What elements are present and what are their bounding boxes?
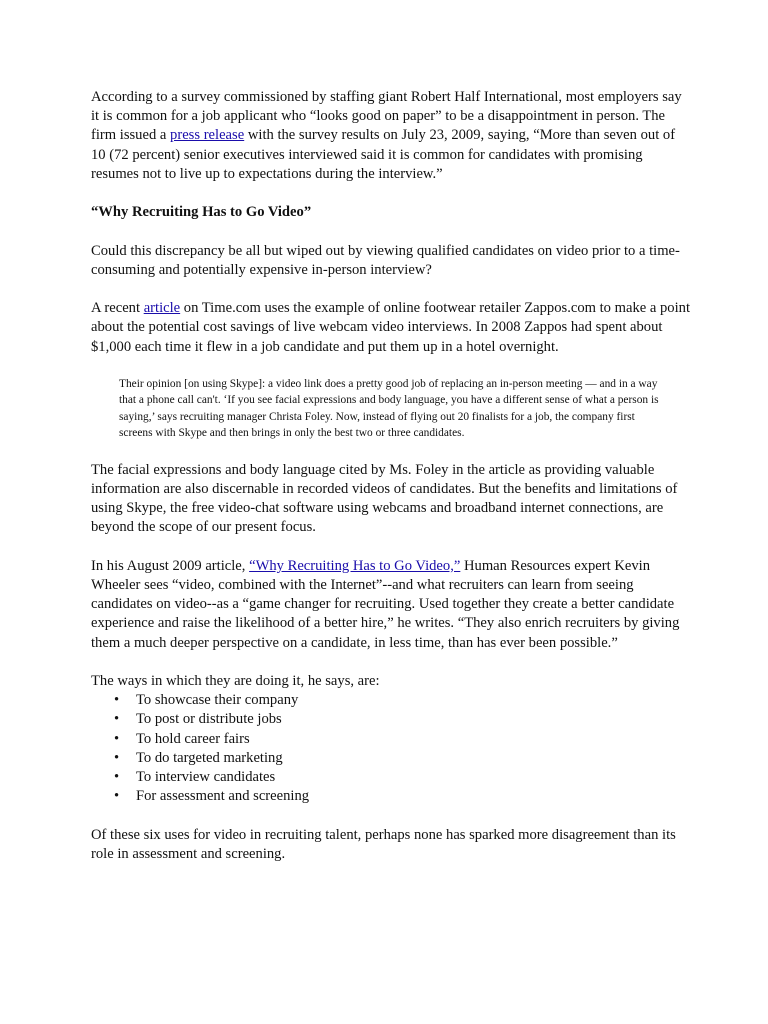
question-paragraph: Could this discrepancy be all but wiped out by viewing qualified candidates on video prior to a time-consuming and potentially expensive in-person interview? [91,242,680,278]
list-item [91,749,691,768]
list-item-text: To hold career fairs [136,730,250,747]
closing-paragraph: Of these six uses for video in recruiting talent, perhaps none has sparked more disagreement than its role in assessment and screening. [91,826,676,862]
list-item-text: To showcase their company [136,692,299,709]
list-item [91,768,691,787]
list-item [91,710,691,729]
list-item [91,691,691,710]
wheeler-paragraph [91,557,691,653]
time-article-paragraph [91,299,691,357]
wheeler-text-end: Human Resources expert Kevin Wheeler sees “video, combined with the Internet”--and what recruiters can learn from seeing candidates on video--as a “game changer for recruiting. Used together they create a better candidate experience and raise the likelihood of a better hire,” he writes. “They also enrich recruiters by giving them a much deeper perspective on a candidate, in less time, than has ever been possible.” [91,557,680,651]
list-item [91,787,691,806]
bullet-icon: • [114,769,120,786]
list-item [91,730,691,749]
wheeler-text-start: In his August 2009 article, [91,557,250,574]
facial-expressions-paragraph: The facial expressions and body language cited by Ms. Foley in the article as providing valuable information are also discernable in recorded videos of candidates. But the benefits and limitations of using Skype, the free video-chat software using webcams and broadband internet connections, are beyond the scope of our present focus. [91,461,678,536]
block-quote: Their opinion [on using Skype]: a video link does a pretty good job of replacing an in-person meeting — and in a way that a phone call can't. ‘If you see facial expressions and body language, you have a different sense of what a person is saying,’ says recruiting manager Christa Foley. Now, instead of flying out 20 finalists for a job, the company first screens with Skype and then brings in only the best two or three candidates. [119,377,659,440]
bullet-icon: • [114,788,120,805]
list-item-text: To interview candidates [136,769,276,786]
bullet-icon: • [114,749,120,766]
bullet-icon: • [114,711,120,728]
intro-paragraph [91,88,691,184]
intro-text-start: According to a survey commissioned by staffing giant Robert Half International, most employers say it is common for a job applicant who “looks good on paper” to be a disappointment in person. The firm issued a [91,89,682,144]
time-article-link[interactable]: article [143,300,181,317]
wheeler-article-link[interactable]: “Why Recruiting Has to Go Video,” [249,557,461,574]
video-uses-list [91,691,691,806]
list-item-text: For assessment and screening [136,788,310,805]
intro-text-end: with the survey results on July 23, 2009, saying, “More than seven out of 10 (72 percent) senior executives interviewed said it is common for candidates with promising resumes not to live up to expectations during the interview.” [91,127,676,182]
time-text-end: on Time.com uses the example of online footwear retailer Zappos.com to make a point about the potential cost savings of live webcam video interviews. In 2008 Zappos had spent about $1,000 each time it flew in a job candidate and put them up in a hotel overnight. [91,300,690,355]
list-item-text: To post or distribute jobs [136,711,282,728]
bullet-icon: • [114,692,120,709]
bullet-icon: • [114,730,120,747]
time-text-start: A recent [91,300,144,317]
list-intro: The ways in which they are doing it, he says, are: [91,673,380,689]
press-release-link[interactable]: press release [170,127,245,144]
list-item-text: To do targeted marketing [136,749,283,766]
document-page [91,88,691,883]
section-heading: “Why Recruiting Has to Go Video” [91,204,312,221]
